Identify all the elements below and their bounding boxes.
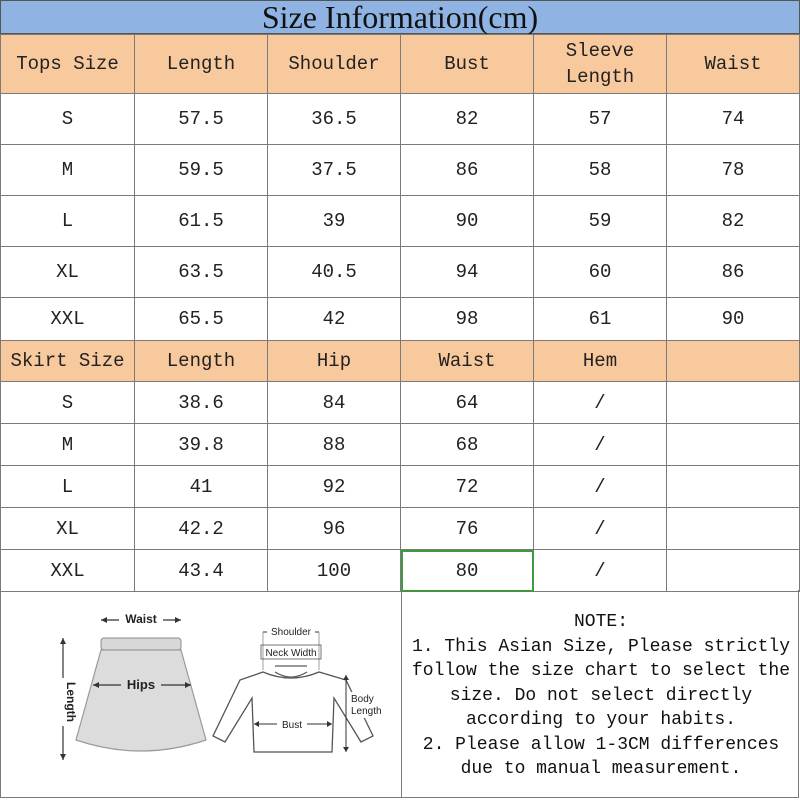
- tops-header-sleeve-length: [534, 35, 667, 94]
- tops-header-waist: Waist: [667, 35, 800, 94]
- top-illustration: [213, 625, 387, 752]
- waist-arrow-left-icon: [101, 617, 107, 623]
- body-length-arrow-top-icon: [343, 675, 349, 680]
- tops-cell: M: [1, 145, 135, 196]
- note-line-3: size. Do not select directly: [449, 685, 753, 706]
- skirt-cell: /: [534, 550, 667, 592]
- table-row: [1, 424, 800, 466]
- skirt-cell: XXL: [1, 550, 135, 592]
- body-length-label-line-1: Body: [351, 694, 374, 705]
- note-line-1: 1. This Asian Size, Please strictly: [411, 636, 791, 657]
- tops-cell: 86: [401, 145, 534, 196]
- skirt-cell: /: [534, 508, 667, 550]
- skirt-header-row: [1, 341, 800, 382]
- tops-cell: 63.5: [135, 247, 268, 298]
- tops-header-row: [1, 35, 800, 94]
- tops-cell: 65.5: [135, 298, 268, 341]
- length-label: Length: [64, 682, 78, 722]
- bust-label: Bust: [281, 720, 303, 731]
- tops-header-bust: Bust: [401, 35, 534, 94]
- page-title: Size Information(cm): [0, 0, 800, 34]
- skirt-waistband: [101, 638, 181, 650]
- skirt-cell: 100: [268, 550, 401, 592]
- tops-cell: 61: [534, 298, 667, 341]
- tops-cell: 82: [401, 94, 534, 145]
- skirt-illustration: [56, 612, 206, 760]
- size-table: [0, 34, 800, 592]
- skirt-cell: 76: [401, 508, 534, 550]
- skirt-cell: [667, 382, 800, 424]
- top-neckline: [275, 672, 307, 677]
- skirt-cell: 88: [268, 424, 401, 466]
- body-length-arrow-bottom-icon: [343, 747, 349, 752]
- tops-cell: S: [1, 94, 135, 145]
- skirt-body: [76, 650, 206, 751]
- tops-cell: 57: [534, 94, 667, 145]
- body-length-label-line-2: Length: [351, 706, 382, 717]
- skirt-cell: M: [1, 424, 135, 466]
- skirt-cell: 41: [135, 466, 268, 508]
- skirt-cell: 96: [268, 508, 401, 550]
- tops-cell: 42: [268, 298, 401, 341]
- skirt-cell: 39.8: [135, 424, 268, 466]
- skirt-cell: /: [534, 382, 667, 424]
- tops-rows: [1, 94, 800, 341]
- sleeve-length-label: Sleeve Length: [565, 40, 635, 88]
- tops-cell: 90: [401, 196, 534, 247]
- skirt-cell: 68: [401, 424, 534, 466]
- note-line-5: 2. Please allow 1-3CM differences: [422, 734, 780, 755]
- note-block: [405, 610, 797, 782]
- skirt-cell: [667, 508, 800, 550]
- note-line-6: due to manual measurement.: [460, 759, 742, 779]
- length-arrow-top-icon: [60, 638, 66, 644]
- tops-header-shoulder: Shoulder: [268, 35, 401, 94]
- skirt-cell: /: [534, 466, 667, 508]
- panel-divider: [401, 590, 402, 798]
- tops-cell: 94: [401, 247, 534, 298]
- waist-label: Waist: [125, 612, 157, 626]
- hips-label: Hips: [126, 677, 156, 692]
- tops-cell: 40.5: [268, 247, 401, 298]
- note-line-2: follow the size chart to select the: [411, 661, 791, 681]
- info-panel: [0, 590, 799, 798]
- tops-cell: 39: [268, 196, 401, 247]
- table-row: [1, 382, 800, 424]
- shoulder-label: Shoulder: [270, 627, 312, 638]
- skirt-cell: L: [1, 466, 135, 508]
- measurement-diagram: [1, 590, 401, 798]
- skirt-cell: 38.6: [135, 382, 268, 424]
- table-row: [1, 196, 800, 247]
- table-row: [1, 298, 800, 341]
- skirt-cell: [667, 424, 800, 466]
- tops-header-size: Tops Size: [1, 35, 135, 94]
- tops-cell: 59: [534, 196, 667, 247]
- skirt-header-hem: Hem: [534, 341, 667, 382]
- length-arrow-bottom-icon: [60, 754, 66, 760]
- tops-cell: 57.5: [135, 94, 268, 145]
- note-heading: NOTE:: [573, 612, 628, 632]
- tops-cell: 74: [667, 94, 800, 145]
- tops-cell: 86: [667, 247, 800, 298]
- skirt-header-empty: [667, 341, 800, 382]
- skirt-header-length: Length: [135, 341, 268, 382]
- skirt-header-hip: Hip: [268, 341, 401, 382]
- tops-cell: 82: [667, 196, 800, 247]
- skirt-cell: /: [534, 424, 667, 466]
- skirt-header-size: Skirt Size: [1, 341, 135, 382]
- skirt-cell: 43.4: [135, 550, 268, 592]
- skirt-cell: 72: [401, 466, 534, 508]
- table-row: [1, 550, 800, 592]
- tops-cell: 59.5: [135, 145, 268, 196]
- table-row: [1, 247, 800, 298]
- table-row: [1, 508, 800, 550]
- tops-header-length: Length: [135, 35, 268, 94]
- skirt-cell: 92: [268, 466, 401, 508]
- skirt-header-waist: Waist: [401, 341, 534, 382]
- tops-cell: 60: [534, 247, 667, 298]
- tops-cell: 78: [667, 145, 800, 196]
- note-line-4: according to your habits.: [465, 710, 737, 730]
- neck-width-label: Neck Width: [265, 648, 317, 659]
- skirt-cell: [667, 550, 800, 592]
- tops-cell: L: [1, 196, 135, 247]
- table-row: [1, 145, 800, 196]
- table-row: [1, 94, 800, 145]
- tops-cell: 37.5: [268, 145, 401, 196]
- tops-cell: 90: [667, 298, 800, 341]
- tops-cell: XL: [1, 247, 135, 298]
- tops-cell: 98: [401, 298, 534, 341]
- table-row: [1, 466, 800, 508]
- skirt-cell: 64: [401, 382, 534, 424]
- skirt-cell: 84: [268, 382, 401, 424]
- tops-cell: 58: [534, 145, 667, 196]
- tops-cell: 61.5: [135, 196, 268, 247]
- skirt-cell: 80: [401, 550, 534, 592]
- tops-cell: 36.5: [268, 94, 401, 145]
- skirt-rows: [1, 382, 800, 592]
- skirt-cell: S: [1, 382, 135, 424]
- tops-cell: XXL: [1, 298, 135, 341]
- waist-arrow-right-icon: [175, 617, 181, 623]
- skirt-cell: [667, 466, 800, 508]
- skirt-cell: XL: [1, 508, 135, 550]
- skirt-cell: 42.2: [135, 508, 268, 550]
